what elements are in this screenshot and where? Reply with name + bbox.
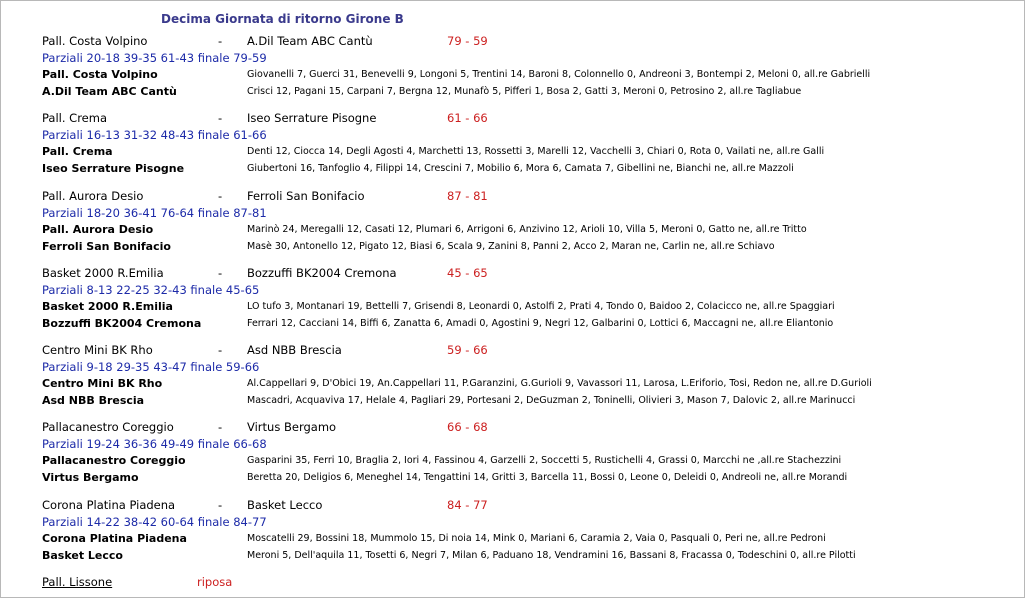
away-roster-team: Asd NBB Brescia — [42, 394, 145, 407]
away-roster-row — [41, 394, 1011, 411]
game-block — [41, 111, 1011, 179]
away-team: A.Dil Team ABC Cantù — [247, 34, 373, 48]
separator: - — [218, 111, 223, 125]
away-roster-row — [41, 549, 1011, 566]
final-score: 59 - 66 — [447, 343, 488, 357]
away-roster-players: Mascadri, Acquaviva 17, Helale 4, Pagliari 29, Portesani 2, DeGuzman 2, Toninelli, Olivieri 3, Mason 7, Dalovic 2, all.re Marinucci — [247, 395, 856, 406]
home-roster-team: Basket 2000 R.Emilia — [42, 300, 173, 313]
separator: - — [218, 189, 223, 203]
match-row — [41, 111, 1011, 128]
final-score: 79 - 59 — [447, 34, 488, 48]
game-block — [41, 189, 1011, 257]
home-roster-team: Corona Platina Piadena — [42, 532, 187, 545]
home-roster-players: Al.Cappellari 9, D'Obici 19, An.Cappellari 11, P.Garanzini, G.Gurioli 9, Vavassori 11, Larosa, L.Eriforio, Tosi, Redon ne, all.re D.Gurioli — [247, 378, 872, 389]
away-team: Basket Lecco — [247, 498, 323, 512]
home-team: Pall. Costa Volpino — [42, 34, 148, 48]
resting-team-link[interactable]: Pall. Lissone — [42, 575, 113, 589]
partial-scores: Parziali 9-18 29-35 43-47 finale 59-66 — [42, 360, 260, 374]
away-roster-row — [41, 162, 1011, 179]
final-score: 84 - 77 — [447, 498, 488, 512]
separator: - — [218, 266, 223, 280]
home-roster-team: Pallacanestro Coreggio — [42, 454, 186, 467]
partial-scores: Parziali 18-20 36-41 76-64 finale 87-81 — [42, 206, 267, 220]
separator: - — [218, 420, 223, 434]
away-roster-team: Virtus Bergamo — [42, 471, 139, 484]
home-roster-players: Marinò 24, Meregalli 12, Casati 12, Plumari 6, Arrigoni 6, Anzivino 12, Arioli 10, Villa 5, Meroni 0, Gatto ne, all.re Tritto — [247, 224, 807, 235]
home-team: Centro Mini BK Rho — [42, 343, 153, 357]
away-roster-players: Giubertoni 16, Tanfoglio 4, Filippi 14, Crescini 7, Mobilio 6, Mora 6, Camata 7, Gibellini ne, Bianchi ne, all.re Mazzoli — [247, 163, 794, 174]
home-roster-row — [41, 532, 1011, 549]
home-team: Pall. Aurora Desio — [42, 189, 144, 203]
away-roster-team: Ferroli San Bonifacio — [42, 240, 171, 253]
away-roster-team: Iseo Serrature Pisogne — [42, 162, 185, 175]
home-roster-players: Giovanelli 7, Guerci 31, Benevelli 9, Longoni 5, Trentini 14, Baroni 8, Colonnello 0, Andreoni 3, Bontempi 2, Meloni 0, all.re Gabrielli — [247, 69, 871, 80]
away-roster-players: Masè 30, Antonello 12, Pigato 12, Biasi 6, Scala 9, Zanini 8, Panni 2, Acco 2, Maran ne, Carlin ne, all.re Schiavo — [247, 241, 775, 252]
final-score: 45 - 65 — [447, 266, 488, 280]
away-team: Iseo Serrature Pisogne — [247, 111, 377, 125]
home-roster-team: Pall. Crema — [42, 145, 113, 158]
home-roster-row — [41, 454, 1011, 471]
home-roster-team: Centro Mini BK Rho — [42, 377, 163, 390]
partial-scores: Parziali 8-13 22-25 32-43 finale 45-65 — [42, 283, 260, 297]
home-team: Basket 2000 R.Emilia — [42, 266, 164, 280]
home-roster-players: Moscatelli 29, Bossini 18, Mummolo 15, Di noia 14, Mink 0, Mariani 6, Caramia 2, Vaia 0, Pasquali 0, Peri ne, all.re Pedroni — [247, 533, 826, 544]
away-roster-row — [41, 317, 1011, 334]
home-roster-row — [41, 377, 1011, 394]
match-row — [41, 343, 1011, 360]
home-roster-row — [41, 223, 1011, 240]
separator: - — [218, 34, 223, 48]
away-roster-row — [41, 240, 1011, 257]
separator: - — [218, 498, 223, 512]
away-roster-team: A.Dil Team ABC Cantù — [42, 85, 177, 98]
rest-row — [42, 575, 442, 592]
home-roster-row — [41, 145, 1011, 162]
away-roster-players: Meroni 5, Dell'aquila 11, Tosetti 6, Negri 7, Milan 6, Paduano 18, Vendramini 16, Bassani 8, Fracassa 0, Todeschini 0, all.re Pilotti — [247, 550, 856, 561]
game-block — [41, 498, 1011, 566]
away-roster-players: Ferrari 12, Cacciani 14, Biffi 6, Zanatta 6, Amadi 0, Agostini 9, Negri 12, Galbarini 0, Lottici 6, Maccagni ne, all.re Eliantonio — [247, 318, 834, 329]
away-roster-players: Beretta 20, Deligios 6, Meneghel 14, Tengattini 14, Gritti 3, Barcella 11, Bossi 0, Leone 0, Deleidi 0, Andreoli ne, all.re Morandi — [247, 472, 848, 483]
partial-scores: Parziali 16-13 31-32 48-43 finale 61-66 — [42, 128, 267, 142]
home-roster-players: Gasparini 35, Ferri 10, Braglia 2, Iori 4, Fassinou 4, Garzelli 2, Soccetti 5, Rustichelli 4, Grassi 0, Marcchi ne ,all.re Stachezzini — [247, 455, 842, 466]
separator: - — [218, 343, 223, 357]
game-block — [41, 34, 1011, 102]
home-roster-team: Pall. Costa Volpino — [42, 68, 158, 81]
home-team: Pallacanestro Coreggio — [42, 420, 174, 434]
away-team: Bozzuffi BK2004 Cremona — [247, 266, 397, 280]
home-roster-team: Pall. Aurora Desio — [42, 223, 154, 236]
game-block — [41, 266, 1011, 334]
away-team: Asd NBB Brescia — [247, 343, 342, 357]
home-roster-players: LO tufo 3, Montanari 19, Bettelli 7, Grisendi 8, Leonardi 0, Astolfi 2, Prati 4, Tondo 0, Baidoo 2, Colacicco ne, all.re Spaggiari — [247, 301, 835, 312]
rest-status: riposa — [197, 575, 233, 589]
away-team: Virtus Bergamo — [247, 420, 337, 434]
game-block — [41, 343, 1011, 411]
away-roster-row — [41, 85, 1011, 102]
final-score: 66 - 68 — [447, 420, 488, 434]
away-team: Ferroli San Bonifacio — [247, 189, 365, 203]
match-row — [41, 420, 1011, 437]
home-roster-players: Denti 12, Ciocca 14, Degli Agosti 4, Marchetti 13, Rossetti 3, Marelli 12, Vacchelli 3, Chiari 0, Rota 0, Vailati ne, all.re Galli — [247, 146, 825, 157]
home-team: Pall. Crema — [42, 111, 107, 125]
partial-scores: Parziali 14-22 38-42 60-64 finale 84-77 — [42, 515, 267, 529]
match-row — [41, 34, 1011, 51]
home-roster-row — [41, 68, 1011, 85]
match-row — [41, 266, 1011, 283]
away-roster-players: Crisci 12, Pagani 15, Carpani 7, Bergna 12, Munafò 5, Pifferi 1, Bosa 2, Gatti 3, Meroni 0, Petrosino 2, all.re Tagliabue — [247, 86, 802, 97]
home-team: Corona Platina Piadena — [42, 498, 176, 512]
match-row — [41, 189, 1011, 206]
home-roster-row — [41, 300, 1011, 317]
partial-scores: Parziali 20-18 39-35 61-43 finale 79-59 — [42, 51, 267, 65]
final-score: 61 - 66 — [447, 111, 488, 125]
partial-scores: Parziali 19-24 36-36 49-49 finale 66-68 — [42, 437, 267, 451]
away-roster-team: Basket Lecco — [42, 549, 123, 562]
game-block — [41, 420, 1011, 488]
match-row — [41, 498, 1011, 515]
away-roster-team: Bozzuffi BK2004 Cremona — [42, 317, 202, 330]
page-title: Decima Giornata di ritorno Girone B — [161, 12, 404, 26]
final-score: 87 - 81 — [447, 189, 488, 203]
away-roster-row — [41, 471, 1011, 488]
